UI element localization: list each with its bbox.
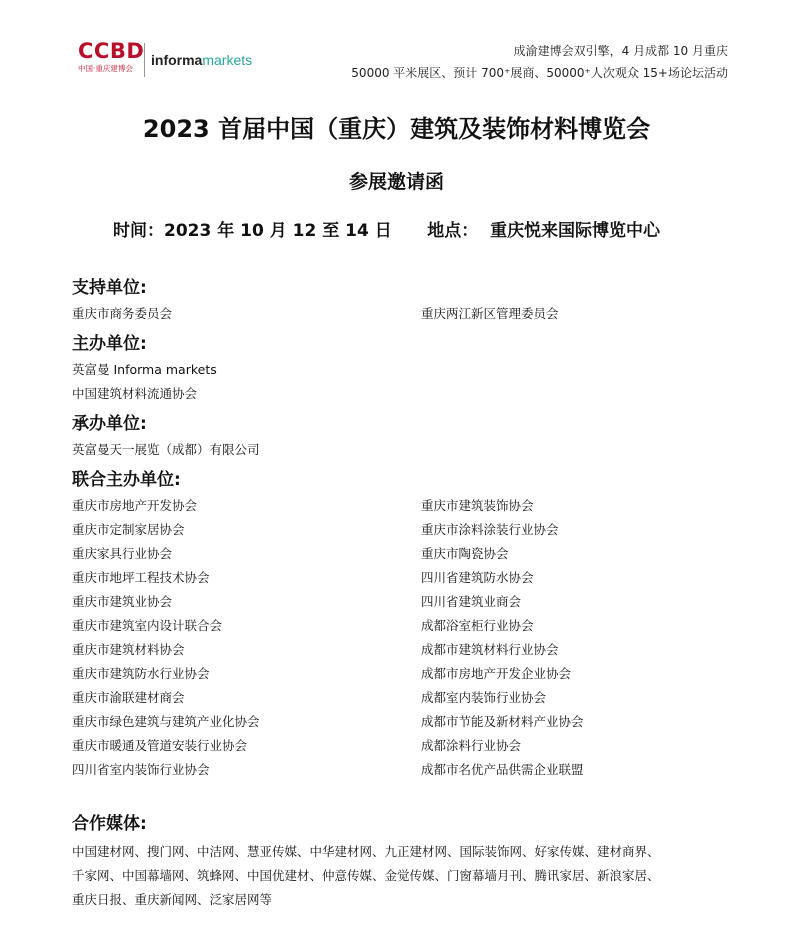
co-organizer-item: 成都浴室柜行业协会 [421, 618, 534, 633]
informa-markets-logo [151, 52, 252, 68]
undertaker-item: 英富曼天一展览（成都）有限公司 [72, 442, 260, 457]
co-organizer-item: 成都室内装饰行业协会 [421, 690, 547, 705]
co-organizer-item: 成都涂料行业协会 [421, 738, 522, 753]
co-organizer-item: 重庆家具行业协会 [72, 546, 173, 561]
media-line: 中国建材网、搜门网、中洁网、慧亚传媒、中华建材网、九正建材网、国际装饰网、好家传媒、建材商界、 [72, 844, 660, 859]
co-organizer-item: 四川省建筑防水协会 [421, 570, 534, 585]
co-organizer-item: 重庆市建筑室内设计联合会 [72, 618, 223, 633]
media-line: 千家网、中国幕墙网、筑蜂网、中国优建材、仲意传媒、金觉传媒、门窗幕墙月刊、腾讯家居、新浪家居、 [72, 868, 660, 883]
co-organizer-item: 重庆市建筑防水行业协会 [72, 666, 210, 681]
header-tagline [351, 40, 728, 84]
co-organizer-item: 重庆市定制家居协会 [72, 522, 185, 537]
co-organizer-item: 重庆市绿色建筑与建筑产业化协会 [72, 714, 260, 729]
co-organizer-item: 四川省建筑业商会 [421, 594, 522, 609]
time-place-line: 时间：2023 年 10 月 12 至 14 日 地点： 重庆悦来国际博览中心 [113, 221, 661, 241]
media-heading: 合作媒体: [72, 814, 147, 834]
co-organizer-item: 重庆市建筑业协会 [72, 594, 173, 609]
co-organizer-item: 重庆市涂料涂装行业协会 [421, 522, 559, 537]
organizer-heading: 主办单位: [72, 334, 147, 354]
organizer-item: 中国建筑材料流通协会 [72, 386, 198, 401]
media-line: 重庆日报、重庆新闻网、泛家居网等 [72, 892, 273, 907]
ccbd-informa-logo [78, 40, 252, 80]
organizer-item: 英富曼 Informa markets [72, 362, 217, 377]
co-organizer-item: 成都市房地产开发企业协会 [421, 666, 572, 681]
markets-logo-text: markets [202, 52, 253, 68]
co-organizer-item: 成都市名优产品供需企业联盟 [421, 762, 584, 777]
support-heading: 支持单位: [72, 278, 147, 298]
co-organizer-item: 成都市节能及新材料产业协会 [421, 714, 584, 729]
co-organizer-item: 成都市建筑材料行业协会 [421, 642, 559, 657]
co-organizer-item: 重庆市建筑材料协会 [72, 642, 185, 657]
media-list [72, 840, 732, 912]
ccbd-logo [78, 39, 145, 80]
ccbd-logo-text: CCBD [78, 39, 145, 63]
logo-divider [144, 43, 145, 77]
tagline-line-1: 成渝建博会双引擎，4 月成都 10 月重庆 [513, 44, 728, 58]
co-organizer-item: 重庆市房地产开发协会 [72, 498, 198, 513]
co-organizer-item: 重庆市地坪工程技术协会 [72, 570, 210, 585]
co-organizer-item: 四川省室内装饰行业协会 [72, 762, 210, 777]
support-item: 重庆两江新区管理委员会 [421, 306, 559, 321]
page-subtitle: 参展邀请函 [348, 171, 444, 193]
page-header [78, 40, 728, 85]
support-item: 重庆市商务委员会 [72, 306, 173, 321]
co-organizer-item: 重庆市暖通及管道安装行业协会 [72, 738, 248, 753]
ccbd-logo-subtext: 中国·重庆建博会 [78, 64, 133, 73]
page-title: 2023 首届中国（重庆）建筑及装饰材料博览会 [142, 115, 651, 143]
tagline-line-2: 50000 平米展区、预计 700⁺展商、50000⁺人次观众 15+场论坛活动 [351, 66, 728, 80]
informa-logo-text: informa [151, 52, 203, 68]
co-organizer-item: 重庆市陶瓷协会 [421, 546, 509, 561]
co-organizer-item: 重庆市建筑装饰协会 [421, 498, 534, 513]
undertaker-heading: 承办单位: [72, 414, 147, 434]
co-organizer-heading: 联合主办单位: [72, 470, 181, 490]
co-organizer-item: 重庆市渝联建材商会 [72, 690, 185, 705]
